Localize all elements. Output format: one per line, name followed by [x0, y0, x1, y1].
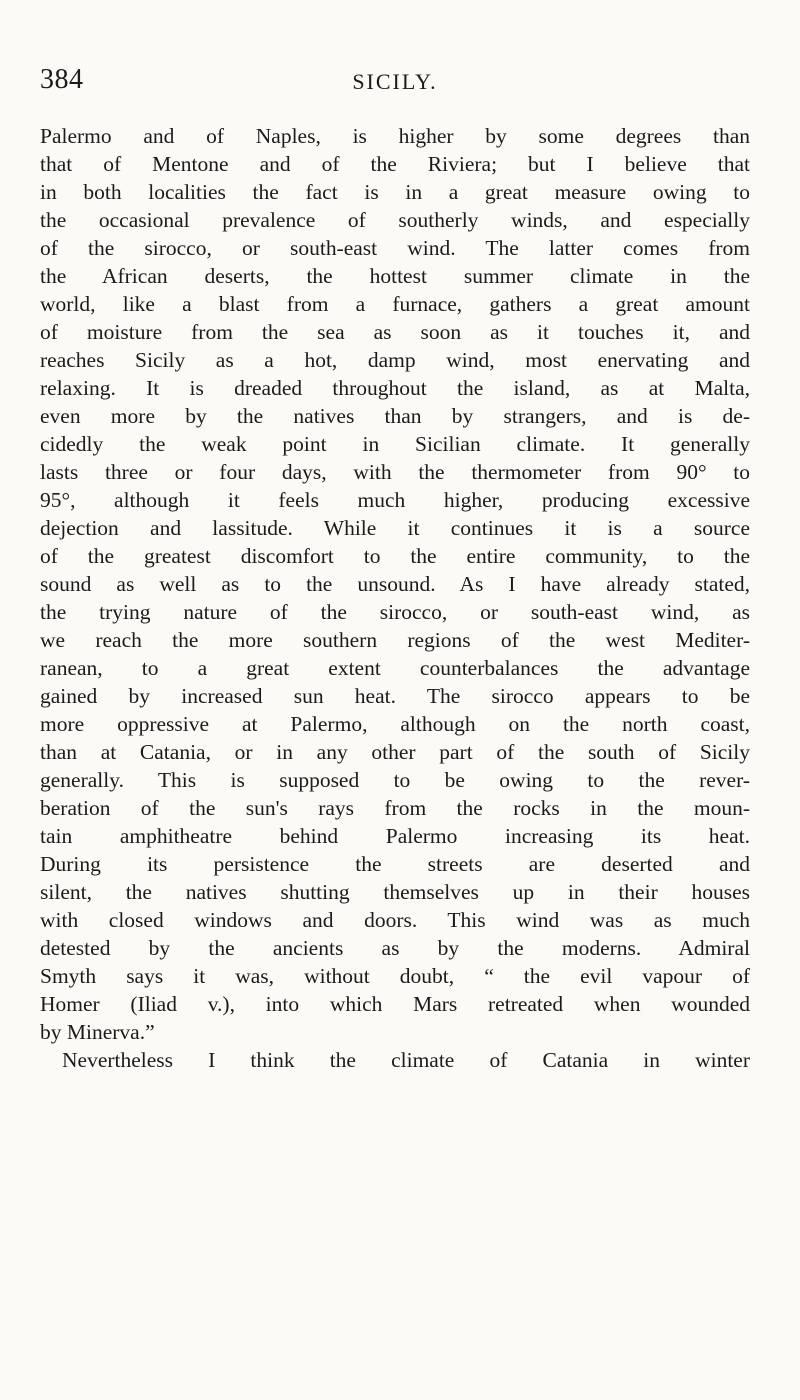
- running-head: SICILY.: [352, 69, 438, 94]
- text-line: Palermo and of Naples, is higher by some degrees than: [40, 124, 750, 148]
- text-line: relaxing. It is dreaded throughout the island, as at Malta,: [40, 376, 750, 400]
- text-line: Smyth says it was, without doubt, “ the evil vapour of: [40, 964, 750, 988]
- text-line: beration of the sun's rays from the rocks in the moun-: [40, 796, 750, 820]
- text-line: silent, the natives shutting themselves up in their houses: [40, 880, 750, 904]
- text-line: lasts three or four days, with the thermometer from 90° to: [40, 460, 750, 484]
- text-line: the African deserts, the hottest summer climate in the: [40, 264, 750, 288]
- text-line: the occasional prevalence of southerly winds, and especially: [40, 208, 750, 232]
- text-line: During its persistence the streets are deserted and: [40, 852, 750, 876]
- text-line: of the sirocco, or south-east wind. The latter comes from: [40, 236, 750, 260]
- text-line: that of Mentone and of the Riviera; but I believe that: [40, 152, 750, 176]
- text-line: Homer (Iliad v.), into which Mars retreated when wounded: [40, 992, 750, 1016]
- body-text: [40, 122, 750, 1074]
- paragraph-end-line: by Minerva.”: [40, 1020, 155, 1044]
- text-line: sound as well as to the unsound. As I have already stated,: [40, 572, 750, 596]
- text-line: 95°, although it feels much higher, producing excessive: [40, 488, 750, 512]
- text-line: cidedly the weak point in Sicilian climate. It generally: [40, 432, 750, 456]
- text-line: of moisture from the sea as soon as it touches it, and: [40, 320, 750, 344]
- text-line: ranean, to a great extent counterbalances the advantage: [40, 656, 750, 680]
- page-header: [40, 60, 750, 100]
- text-line: of the greatest discomfort to the entire community, to the: [40, 544, 750, 568]
- text-line: even more by the natives than by strangers, and is de-: [40, 404, 750, 428]
- page-number: 384: [40, 64, 84, 95]
- text-line: we reach the more southern regions of the west Mediter-: [40, 628, 750, 652]
- text-line: in both localities the fact is in a great measure owing to: [40, 180, 750, 204]
- text-line: more oppressive at Palermo, although on the north coast,: [40, 712, 750, 736]
- text-line: world, like a blast from a furnace, gathers a great amount: [40, 292, 750, 316]
- text-line: reaches Sicily as a hot, damp wind, most enervating and: [40, 348, 750, 372]
- text-line: with closed windows and doors. This wind was as much: [40, 908, 750, 932]
- text-line: than at Catania, or in any other part of the south of Sicily: [40, 740, 750, 764]
- text-line: dejection and lassitude. While it continues it is a source: [40, 516, 750, 540]
- text-line: generally. This is supposed to be owing to the rever-: [40, 768, 750, 792]
- text-line: gained by increased sun heat. The sirocco appears to be: [40, 684, 750, 708]
- text-line: detested by the ancients as by the moderns. Admiral: [40, 936, 750, 960]
- text-line: the trying nature of the sirocco, or south-east wind, as: [40, 600, 750, 624]
- paragraph-start-line: Nevertheless I think the climate of Catania in winter: [62, 1048, 750, 1072]
- text-line: tain amphitheatre behind Palermo increasing its heat.: [40, 824, 750, 848]
